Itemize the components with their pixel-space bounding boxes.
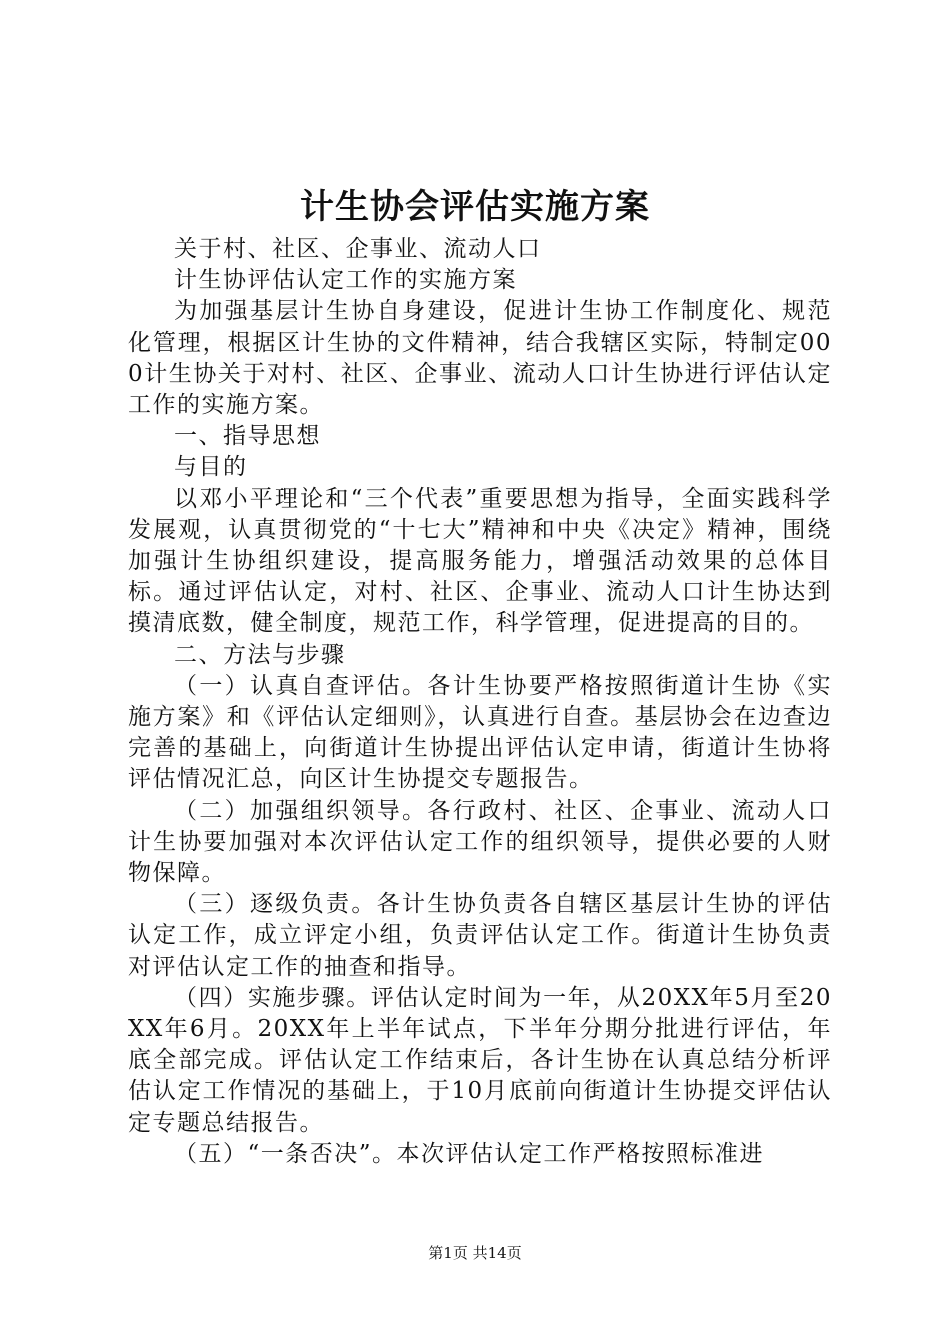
paragraph-step-5: （五）“一条否决”。本次评估认定工作严格按照标准进	[174, 1140, 765, 1167]
paragraph-step-1: （一）认真自查评估。各计生协要严格按照街道计生协《实施方案》和《评估认定细则》，认真进行自查。基层协会在边查边完善的基础上，向街道计生协提出评估认定申请，街道计生协将评估情况汇总，向区计生协提交专题报告。	[128, 672, 832, 793]
page-footer: 第1页 共14页	[428, 1244, 522, 1262]
section-heading-1: 一、指导思想	[174, 423, 321, 450]
paragraph-step-2: （二）加强组织领导。各行政村、社区、企事业、流动人口计生协要加强对本次评估认定工作的组织领导，提供必要的人财物保障。	[128, 797, 832, 887]
paragraph-step-3: （三）逐级负责。各计生协负责各自辖区基层计生协的评估认定工作，成立评定小组，负责评估认定工作。街道计生协负责对评估认定工作的抽查和指导。	[128, 891, 832, 980]
section-heading-1-cont: 与目的	[174, 454, 248, 481]
section-heading-2: 二、方法与步骤	[174, 641, 346, 668]
document-title: 计生协会评估实施方案	[300, 187, 650, 227]
paragraph-subtitle-1: 关于村、社区、企事业、流动人口	[174, 236, 542, 262]
paragraph-guiding-ideology: 以邓小平理论和“三个代表”重要思想为指导，全面实践科学发展观，认真贯彻党的“十七大”精神和中央《决定》精神，围绕加强计生协组织建设，提高服务能力，增强活动效果的总体目标。通过评估认定，对村、社区、企事业、流动人口计生协达到摸清底数，健全制度，规范工作，科学管理，促进提高的目的。	[128, 485, 832, 637]
paragraph-intro: 为加强基层计生协自身建设，促进计生协工作制度化、规范化管理，根据区计生协的文件精神，结合我辖区实际，特制定000计生协关于对村、社区、企事业、流动人口计生协进行评估认定工作的实施方案。	[128, 298, 832, 419]
paragraph-step-4: （四）实施步骤。评估认定时间为一年，从20XX年5月至20XX年6月。20XX年上半年试点，下半年分期分批进行评估，年底全部完成。评估认定工作结束后，各计生协在认真总结分析评估认定工作情况的基础上，于10月底前向街道计生协提交评估认定专题总结报告。	[128, 984, 832, 1136]
document-body	[128, 234, 832, 1170]
paragraph-subtitle-2: 计生协评估认定工作的实施方案	[174, 267, 517, 294]
